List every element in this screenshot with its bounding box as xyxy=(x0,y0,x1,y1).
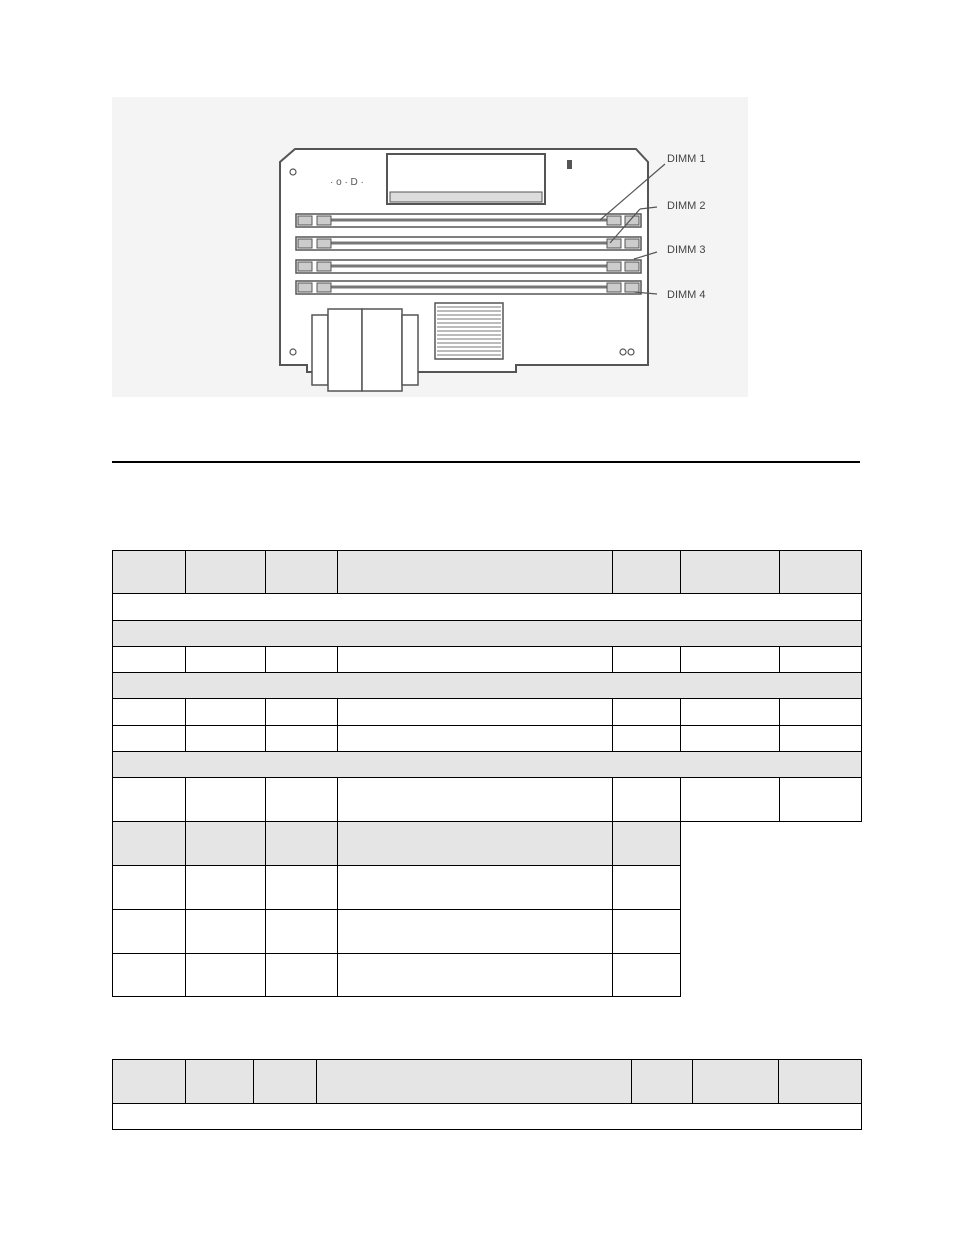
memory-config-table xyxy=(112,550,862,997)
section-band-row xyxy=(113,621,862,647)
subheader-row xyxy=(113,822,862,866)
dimm-slot-4 xyxy=(296,281,641,294)
section-band xyxy=(113,673,862,699)
heatsink xyxy=(435,303,503,359)
table-header-row xyxy=(113,1060,862,1104)
header-cell xyxy=(338,551,613,594)
dimm-4-label: DIMM 4 xyxy=(667,289,706,301)
section-band-row xyxy=(113,752,862,778)
section-band xyxy=(113,621,862,647)
memory-board-figure xyxy=(112,97,748,397)
header-cell xyxy=(186,551,266,594)
dimm-2-label: DIMM 2 xyxy=(667,200,706,212)
table-row xyxy=(113,726,862,752)
dimm-slot-1 xyxy=(296,214,641,227)
table-header-row xyxy=(113,551,862,594)
section-band xyxy=(113,752,862,778)
full-width-cell xyxy=(113,1104,862,1130)
section-band-row xyxy=(113,673,862,699)
section-divider xyxy=(112,461,860,463)
second-config-table xyxy=(112,1059,862,1130)
header-cell xyxy=(613,551,681,594)
dimm-slot-2 xyxy=(296,237,641,250)
header-cell xyxy=(113,551,186,594)
dimm-1-label: DIMM 1 xyxy=(667,153,706,165)
table-row xyxy=(113,594,862,621)
power-block xyxy=(312,309,418,391)
table-row xyxy=(113,1104,862,1130)
full-width-cell xyxy=(113,594,862,621)
table-row xyxy=(113,647,862,673)
header-cell xyxy=(780,551,862,594)
header-cell xyxy=(681,551,780,594)
table-row xyxy=(113,699,862,726)
memory-board-diagram xyxy=(112,97,748,397)
svg-text:· o · D ·: · o · D · xyxy=(330,177,364,188)
header-cell xyxy=(266,551,338,594)
table-row xyxy=(113,778,862,822)
dimm-slot-3 xyxy=(296,260,641,273)
dimm-3-label: DIMM 3 xyxy=(667,244,706,256)
